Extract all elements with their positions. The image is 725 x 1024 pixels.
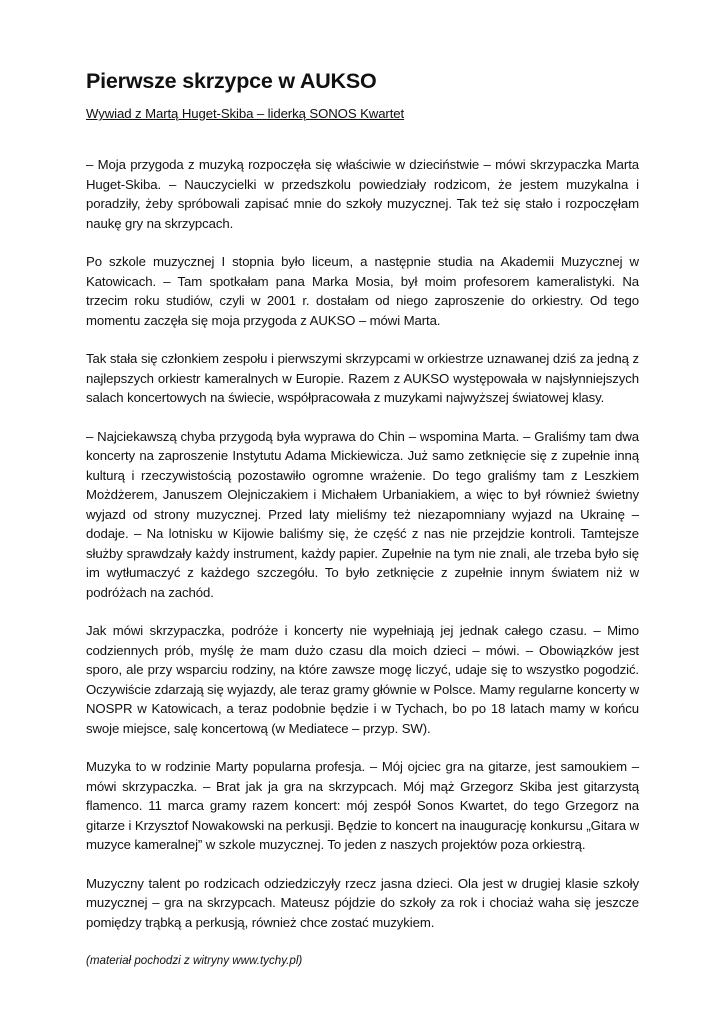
document-subtitle: Wywiad z Martą Huget-Skiba – liderką SONOS Kwartet [86, 106, 405, 121]
document-page [86, 66, 639, 970]
document-title: Pierwsze skrzypce w AUKSO [86, 69, 377, 93]
source-note: (materiał pochodzi z witryny www.tychy.pl) [86, 954, 303, 967]
paragraph: Tak stała się członkiem zespołu i pierwszymi skrzypcami w orkiestrze uznawanej dziś za jedną z najlepszych orkiestr kameralnych w Europie. Razem z AUKSO występowała w najsłynniejszych salach koncertowych na świecie, współpracowała z muzykami najwyższej światowej klasy. [86, 351, 639, 405]
paragraph: Muzyczny talent po rodzicach odziedziczyły rzecz jasna dzieci. Ola jest w drugiej klasie szkoły muzycznej – gra na skrzypcach. Mateusz pójdzie do szkoły za rok i chociaż waha się jeszcze pomiędzy trąbką a perkusją, również chce zostać muzykiem. [86, 875, 639, 930]
paragraph: – Najciekawszą chyba przygodą była wyprawa do Chin – wspomina Marta. – Graliśmy tam dwa koncerty na zaproszenie Instytutu Adama Mickiewicza. Już samo zetknięcie się z zupełnie inną kulturą i rzeczywistością pozostawiło ogromne wrażenie. Do tego graliśmy tam z Leszkiem Możdżerem, Januszem Olejniczakiem i Michałem Urbaniakiem, a więc to był również świetny wyjazd od strony muzycznej. Przed laty mieliśmy też niezapomniany wyjazd na Ukrainę – dodaje. – Na lotnisku w Kijowie baliśmy się, że część z nas nie przejdzie kontroli. Tamtejsze służby sprawdzały każdy instrument, każdy papier. Zupełnie na tym nie znali, ale trzeba było się im wytłumaczyć z każdego szczegółu. To było zetknięcie z zupełnie innym światem niż w podróżach na zachód. [86, 428, 639, 600]
paragraph: Muzyka to w rodzinie Marty popularna profesja. – Mój ojciec gra na gitarze, jest samoukiem – mówi skrzypaczka. – Brat jak ja gra na skrzypcach. Mój mąż Grzegorz Skiba jest gitarzystą flamenco. 11 marca gramy razem koncert: mój zespół Sonos Kwartet, do tego Grzegorz na gitarze i Krzysztof Nowakowski na perkusji. Będzie to koncert na inaugurację konkursu „Gitara w muzyce kameralnej” w szkole muzycznej. To jeden z naszych projektów poza orkiestrą. [86, 759, 639, 852]
paragraph: Jak mówi skrzypaczka, podróże i koncerty nie wypełniają jej jednak całego czasu. – Mimo codziennych prób, myślę że mam dużo czasu dla moich dzieci – mówi. – Obowiązków jest sporo, ale przy wsparciu rodziny, na które zawsze mogę liczyć, udaje się to wszystko pogodzić. Oczywiście zdarzają się wyjazdy, ale teraz gramy głównie w Polsce. Mamy regularne koncerty w NOSPR w Katowicach, a teraz podobnie będzie i w Tychach, bo po 18 latach mamy w końcu swoje miejsce, salę koncertową (w Mediatece – przyp. SW). [86, 623, 639, 736]
paragraph: Po szkole muzycznej I stopnia było liceum, a następnie studia na Akademii Muzycznej w Katowicach. – Tam spotkałam pana Marka Mosia, był moim profesorem kameralistyki. Na trzecim roku studiów, czyli w 2001 r. dostałam od niego zaproszenie do orkiestry. Od tego momentu zaczęła się moja przygoda z AUKSO – mówi Marta. [86, 254, 639, 328]
document-body [86, 155, 639, 970]
paragraph: – Moja przygoda z muzyką rozpoczęła się właściwie w dzieciństwie – mówi skrzypaczka Marta Huget-Skiba. – Nauczycielki w przedszkolu powiedziały rodzicom, że jestem muzykalna i poradziły, żeby spróbowali zapisać mnie do szkoły muzycznej. Tak też się stało i rozpoczęłam naukę gry na skrzypcach. [86, 157, 639, 231]
